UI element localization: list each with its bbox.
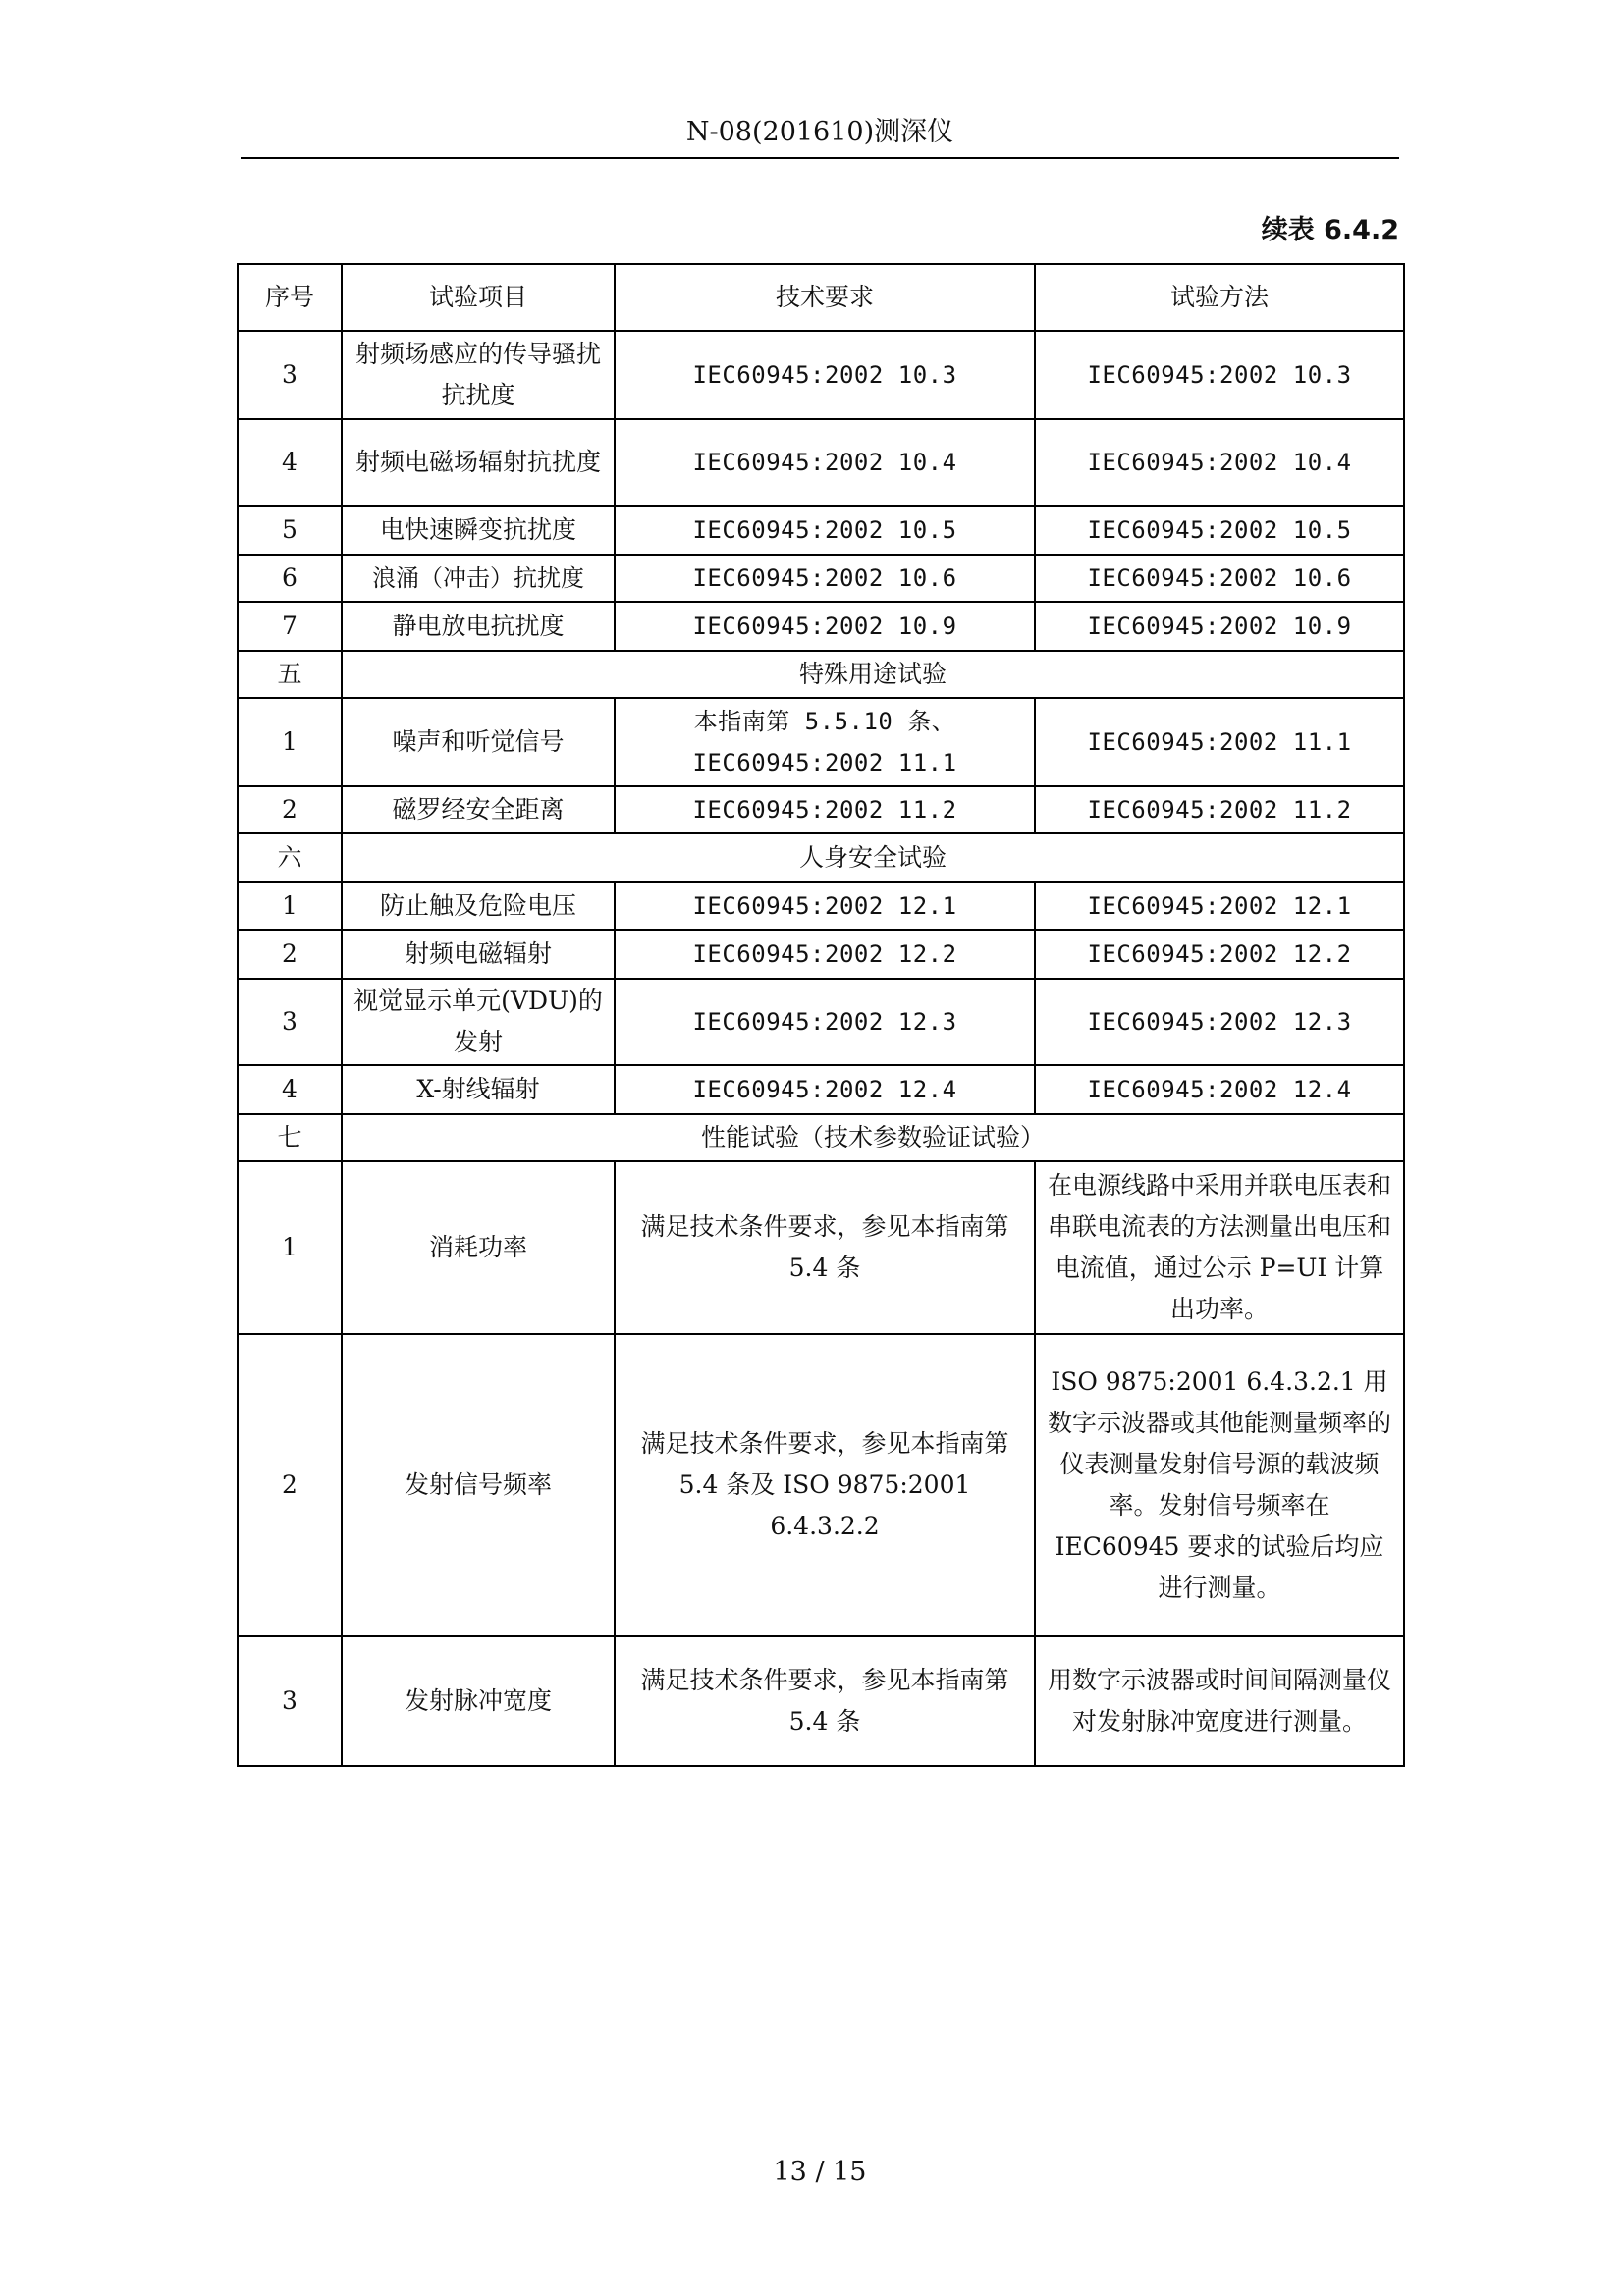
row-number: 1	[238, 698, 342, 786]
row-number: 4	[238, 419, 342, 506]
row-number: 2	[238, 1334, 342, 1636]
test-item: 噪声和听觉信号	[342, 698, 615, 786]
row-number: 3	[238, 331, 342, 419]
table-row	[238, 979, 1404, 1065]
row-number: 4	[238, 1065, 342, 1114]
test-method: IEC60945:2002 10.9	[1035, 602, 1404, 651]
test-spec-table	[237, 263, 1405, 1767]
section-row	[238, 833, 1404, 882]
table-row	[238, 1065, 1404, 1114]
section-row	[238, 651, 1404, 698]
test-method: IEC60945:2002 11.1	[1035, 698, 1404, 786]
table-row	[238, 1636, 1404, 1766]
section-title: 特殊用途试验	[342, 651, 1404, 698]
test-method: IEC60945:2002 10.5	[1035, 506, 1404, 555]
technical-requirement: IEC60945:2002 12.2	[615, 930, 1035, 979]
technical-requirement: 本指南第 5.5.10 条、IEC60945:2002 11.1	[615, 698, 1035, 786]
table-caption: 续表 6.4.2	[1261, 215, 1399, 245]
test-method: IEC60945:2002 10.6	[1035, 555, 1404, 602]
technical-requirement: IEC60945:2002 11.2	[615, 786, 1035, 833]
test-item: 射频电磁辐射	[342, 930, 615, 979]
test-method: IEC60945:2002 12.1	[1035, 882, 1404, 930]
section-title: 人身安全试验	[342, 833, 1404, 882]
table-row	[238, 419, 1404, 506]
column-header: 试验方法	[1035, 264, 1404, 331]
test-method: IEC60945:2002 11.2	[1035, 786, 1404, 833]
test-method: IEC60945:2002 10.3	[1035, 331, 1404, 419]
technical-requirement: IEC60945:2002 12.4	[615, 1065, 1035, 1114]
row-number: 2	[238, 930, 342, 979]
row-number: 3	[238, 1636, 342, 1766]
row-number: 1	[238, 882, 342, 930]
technical-requirement: IEC60945:2002 12.3	[615, 979, 1035, 1065]
row-number: 2	[238, 786, 342, 833]
section-title: 性能试验（技术参数验证试验）	[342, 1114, 1404, 1161]
technical-requirement: IEC60945:2002 10.5	[615, 506, 1035, 555]
table-row	[238, 555, 1404, 602]
row-number: 6	[238, 555, 342, 602]
table-row	[238, 930, 1404, 979]
technical-requirement: IEC60945:2002 10.9	[615, 602, 1035, 651]
table-row	[238, 698, 1404, 786]
table-row	[238, 331, 1404, 419]
test-item: 视觉显示单元(VDU)的发射	[342, 979, 615, 1065]
technical-requirement: 满足技术条件要求，参见本指南第 5.4 条及 ISO 9875:2001 6.4.3.2.2	[615, 1334, 1035, 1636]
row-number: 7	[238, 602, 342, 651]
page-number: 13 / 15	[773, 2157, 867, 2187]
row-number: 5	[238, 506, 342, 555]
test-method: ISO 9875:2001 6.4.3.2.1 用数字示波器或其他能测量频率的仪表测量发射信号源的载波频率。发射信号频率在 IEC60945 要求的试验后均应进行测量。	[1035, 1334, 1404, 1636]
test-item: 静电放电抗扰度	[342, 602, 615, 651]
row-number: 1	[238, 1161, 342, 1334]
column-header: 技术要求	[615, 264, 1035, 331]
header-divider	[241, 157, 1399, 159]
technical-requirement: IEC60945:2002 10.6	[615, 555, 1035, 602]
column-header: 序号	[238, 264, 342, 331]
test-item: 射频电磁场辐射抗扰度	[342, 419, 615, 506]
table-row	[238, 1334, 1404, 1636]
test-item: 防止触及危险电压	[342, 882, 615, 930]
test-item: 消耗功率	[342, 1161, 615, 1334]
section-number: 七	[238, 1114, 342, 1161]
table-header-row	[238, 264, 1404, 331]
table-row	[238, 786, 1404, 833]
test-item: 射频场感应的传导骚扰抗扰度	[342, 331, 615, 419]
test-item: 电快速瞬变抗扰度	[342, 506, 615, 555]
test-item: 浪涌（冲击）抗扰度	[342, 555, 615, 602]
technical-requirement: IEC60945:2002 10.3	[615, 331, 1035, 419]
section-row	[238, 1114, 1404, 1161]
technical-requirement: 满足技术条件要求，参见本指南第 5.4 条	[615, 1161, 1035, 1334]
row-number: 3	[238, 979, 342, 1065]
test-method: IEC60945:2002 12.3	[1035, 979, 1404, 1065]
table-row	[238, 602, 1404, 651]
test-item: X-射线辐射	[342, 1065, 615, 1114]
test-method: 在电源线路中采用并联电压表和串联电流表的方法测量出电压和电流值，通过公示 P=UI 计算出功率。	[1035, 1161, 1404, 1334]
test-item: 发射脉冲宽度	[342, 1636, 615, 1766]
test-method: 用数字示波器或时间间隔测量仪对发射脉冲宽度进行测量。	[1035, 1636, 1404, 1766]
test-item: 磁罗经安全距离	[342, 786, 615, 833]
page-header: N-08(201610)测深仪	[685, 117, 954, 147]
technical-requirement: IEC60945:2002 12.1	[615, 882, 1035, 930]
test-method: IEC60945:2002 10.4	[1035, 419, 1404, 506]
section-number: 五	[238, 651, 342, 698]
table-row	[238, 882, 1404, 930]
test-method: IEC60945:2002 12.4	[1035, 1065, 1404, 1114]
test-item: 发射信号频率	[342, 1334, 615, 1636]
table-row	[238, 506, 1404, 555]
test-method: IEC60945:2002 12.2	[1035, 930, 1404, 979]
technical-requirement: IEC60945:2002 10.4	[615, 419, 1035, 506]
technical-requirement: 满足技术条件要求，参见本指南第 5.4 条	[615, 1636, 1035, 1766]
column-header: 试验项目	[342, 264, 615, 331]
table-row	[238, 1161, 1404, 1334]
section-number: 六	[238, 833, 342, 882]
